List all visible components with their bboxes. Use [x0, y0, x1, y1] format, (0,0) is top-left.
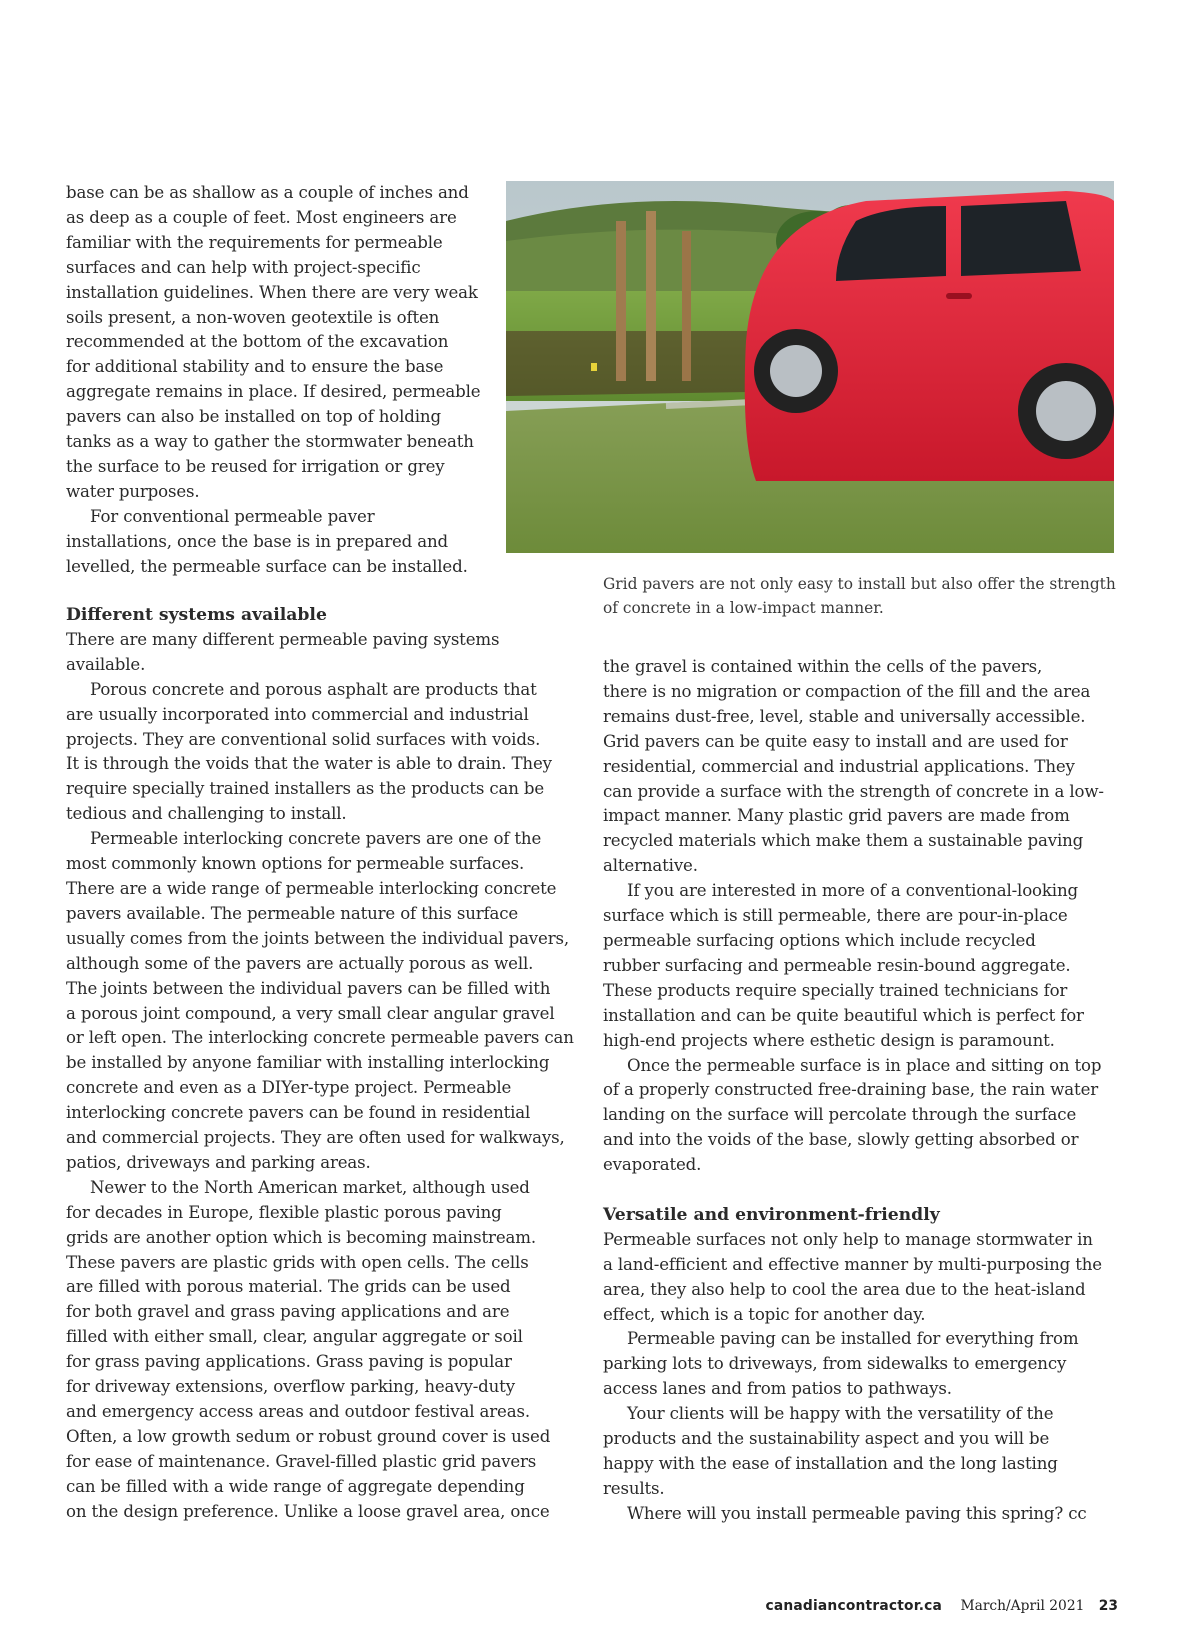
- section-heading: Different systems available: [66, 605, 327, 625]
- paragraph: Where will you install permeable paving this spring? cc: [627, 1503, 1087, 1523]
- photo-caption: Grid pavers are not only easy to install but also offer the strength of concrete in a low-impact manner.: [603, 575, 1116, 617]
- paragraph: the gravel is contained within the cells of the pavers, there is no migration or compaction of the fill and the area remains dust-free, level, stable and universally accessible. Grid pavers can be quite easy to install and are used for residential, commercial and industrial applications. They can provide a surface with the strength of concrete in a low- impact manner. Many plastic grid pavers are made from recycled materials which make them a sustainable paving alternative.: [603, 657, 1104, 876]
- paragraph: base can be as shallow as a couple of inches and as deep as a couple of feet. Most engineers are familiar with the requirements for permeable surfaces and can help with project-specific installation guidelines. When there are very weak soils present, a non-woven geotextile is often recommended at the bottom of the excavation for additional stability and to ensure the base aggregate remains in place. If desired, permeable pavers can also be installed on top of holding tanks as a way to gather the stormwater beneath the surface to be reused for irrigation or grey water purposes.: [66, 183, 481, 501]
- page-footer: [766, 1598, 1119, 1614]
- paragraph: Your clients will be happy with the versatility of the products and the sustainability aspect and you will be happy with the ease of installation and the long lasting results.: [603, 1404, 1058, 1498]
- page-number: 23: [1098, 1598, 1118, 1614]
- footer-site: canadiancontractor.ca: [765, 1598, 943, 1614]
- left-column: [66, 603, 586, 1525]
- paragraph: Permeable interlocking concrete pavers are one of the most commonly known options for permeable surfaces. There are a wide range of permeable interlocking concrete pavers available. The permeable nature of this surface usually comes from the joints between the individual pavers, although some of the pavers are actually porous as well. The joints between the individual pavers can be filled with a porous joint compound, a very small clear angular gravel or left open. The interlocking concrete permeable pavers can be installed by anyone familiar with installing interlocking concrete and even as a DIYer-type project. Permeable interlocking concrete pavers can be found in residential and commercial projects. They are often used for walkways, patios, driveways and parking areas.: [66, 829, 574, 1172]
- paragraph: For conventional permeable paver installations, once the base is in prepared and levelled, the permeable surface can be installed.: [66, 506, 468, 576]
- car-on-grass-pavers-photo: [506, 181, 1114, 553]
- paragraph: There are many different permeable paving systems available.: [66, 629, 500, 674]
- paragraph: Permeable surfaces not only help to manage stormwater in a land-efficient and effective manner by multi-purposing the area, they also help to cool the area due to the heat-island effect, which is a topic for another day.: [603, 1229, 1102, 1324]
- paragraph: Once the permeable surface is in place and sitting on top of a properly constructed free-draining base, the rain water landing on the surface will percolate through the surface and into the voids of the base, slowly getting absorbed or evaporated.: [603, 1055, 1102, 1175]
- section-heading: Versatile and environment-friendly: [603, 1204, 940, 1225]
- spacer: [603, 1178, 1123, 1203]
- paragraph: If you are interested in more of a conventional-looking surface which is still permeable, there are pour-in-place permeable surfacing options which include recycled rubber surfacing and permeable resin-bound aggregate. These products require specially trained technicians for installation and can be quite beautiful which is perfect for high-end projects where esthetic design is paramount.: [603, 881, 1084, 1050]
- footer-issue: March/April 2021: [960, 1598, 1085, 1614]
- paragraph: Newer to the North American market, although used for decades in Europe, flexible plastic porous paving grids are another option which is becoming mainstream. These pavers are plastic grids with open cells. The cells are filled with porous material. The grids can be used for both gravel and grass paving applications and are filled with either small, clear, angular aggregate or soil for grass paving applications. Grass paving is popular for driveway extensions, overflow parking, heavy-duty and emergency access areas and outdoor festival areas. Often, a low growth sedum or robust ground cover is used for ease of maintenance. Gravel-filled plastic grid pavers can be filled with a wide range of aggregate depending on the design preference. Unlike a loose gravel area, once: [66, 1177, 551, 1521]
- paragraph: Permeable paving can be installed for everything from parking lots to driveways, from sidewalks to emergency access lanes and from patios to pathways.: [603, 1329, 1079, 1399]
- paragraph: Porous concrete and porous asphalt are products that are usually incorporated into commercial and industrial projects. They are conventional solid surfaces with voids. It is through the voids that the water is able to drain. They require specially trained installers as the products can be tedious and challenging to install.: [66, 679, 552, 824]
- left-column-top: [66, 181, 496, 580]
- photo-illustration: [506, 181, 1114, 553]
- right-column: [603, 655, 1123, 1527]
